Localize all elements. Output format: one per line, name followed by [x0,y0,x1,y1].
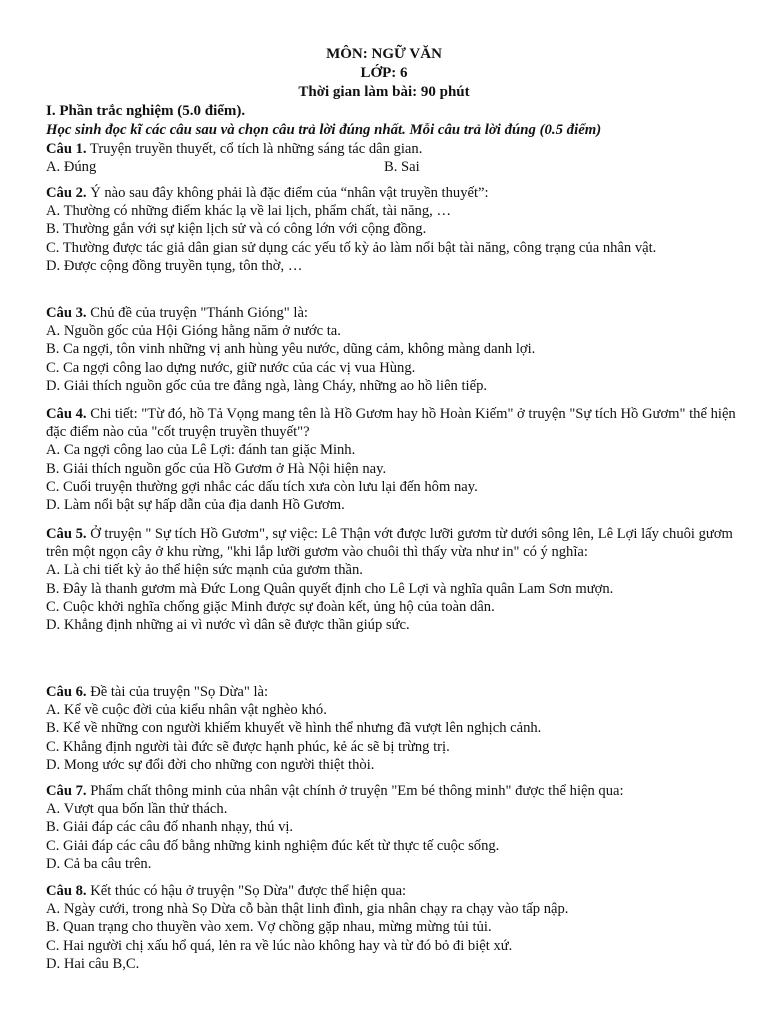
answer-option: C. Hai người chị xấu hổ quá, lẻn ra về lúc nào không hay và từ đó bỏ đi biệt xứ. [46,937,513,954]
answer-option: A. Nguồn gốc của Hội Gióng hằng năm ở nước ta. [46,323,341,340]
question-stem [46,184,746,202]
answer-option: D. Được cộng đồng truyền tụng, tôn thờ, … [46,257,303,274]
question-4 [46,405,746,514]
answer-option: C. Giải đáp các câu đố bằng những kinh nghiệm đúc kết từ thực tế cuộc sống. [46,837,500,854]
question-5 [46,525,746,634]
question-label: Câu 7. [46,783,87,799]
question-text: Truyện truyền thuyết, cổ tích là những sáng tác dân gian. [86,141,423,157]
section-title: I. Phần trắc nghiệm (5.0 điểm). [46,103,246,119]
question-label: Câu 4. [46,406,87,422]
question-label: Câu 1. [46,141,87,157]
question-label: Câu 8. [46,883,87,899]
question-8 [46,882,746,973]
answer-option: D. Hai câu B,C. [46,955,140,972]
question-stem [46,782,746,800]
answer-option: C. Khẳng định người tài đức sẽ được hạnh phúc, kẻ ác sẽ bị trừng trị. [46,738,450,755]
answer-option: D. Cả ba câu trên. [46,855,152,872]
question-stem [46,140,746,158]
question-label: Câu 5. [46,526,87,542]
question-1 [46,140,746,176]
answer-option: B. Giải thích nguồn gốc của Hồ Gươm ở Hà Nội hiện nay. [46,460,387,477]
question-stem [46,304,746,322]
question-text: Ý nào sau đây không phải là đặc điểm của “nhân vật truyền thuyết”: [86,185,489,201]
answer-option: A. Là chi tiết kỳ ảo thể hiện sức mạnh của gươm thần. [46,562,363,579]
question-stem [46,683,746,701]
question-text: Chủ đề của truyện "Thánh Gióng" là: [86,305,308,321]
question-stem [46,405,746,441]
question-text: Kết thúc có hậu ở truyện "Sọ Dừa" được thể hiện qua: [86,883,407,899]
question-2 [46,184,746,275]
question-text: Phẩm chất thông minh của nhân vật chính ở truyện "Em bé thông minh" được thể hiện qua: [86,783,624,799]
answer-option: C. Thường được tác giả dân gian sử dụng các yếu tố kỳ ảo làm nổi bật tài năng, công trạng của nhân vật. [46,239,657,256]
answer-option: B. Thường gắn với sự kiện lịch sử và có công lớn với cộng đồng. [46,221,427,238]
answer-option: D. Giải thích nguồn gốc của tre đằng ngà, làng Cháy, những ao hồ liên tiếp. [46,377,488,394]
question-label: Câu 2. [46,185,87,201]
question-text: Chi tiết: "Từ đó, hồ Tả Vọng mang tên là Hồ Gươm hay hồ Hoàn Kiếm" ở truyện "Sự tích Hồ Gươm" thể hiện đặc điểm nào của "cốt truyện truyền thuyết"? [46,406,736,441]
answer-option: C. Ca ngợi công lao dựng nước, giữ nước của các vị vua Hùng. [46,359,416,376]
answer-option: D. Làm nổi bật sự hấp dẫn của địa danh Hồ Gươm. [46,497,345,514]
answer-option: D. Mong ước sự đổi đời cho những con người thiệt thòi. [46,756,375,773]
answer-option: A. Ca ngợi công lao của Lê Lợi: đánh tan giặc Minh. [46,442,356,459]
question-stem [46,525,746,561]
answer-option: B. Quan trạng cho thuyền vào xem. Vợ chồng gặp nhau, mừng mừng tủi tủi. [46,919,492,936]
answer-option: C. Cuối truyện thường gợi nhắc các dấu tích xưa còn lưu lại đến hôm nay. [46,478,478,495]
answer-option: A. Thường có những điểm khác lạ về lai lịch, phẩm chất, tài năng, … [46,203,452,220]
answer-option: A. Đúng [46,159,97,176]
question-stem [46,882,746,900]
question-text: Ở truyện " Sự tích Hồ Gươm", sự việc: Lê Thận vớt được lưỡi gươm từ dưới sông lên, Lê Lợi lấy chuôi gươm trên một ngọn cây ở khu rừng, "khi lắp lưỡi gươm vào chuôi thì thấy vừa như in" có ý nghĩa: [46,526,733,561]
question-6 [46,683,746,774]
question-3 [46,304,746,395]
question-label: Câu 3. [46,305,87,321]
answer-option: C. Cuộc khởi nghĩa chống giặc Minh được sự đoàn kết, ủng hộ của toàn dân. [46,598,495,615]
exam-time: Thời gian làm bài: 90 phút [298,84,470,100]
question-7 [46,782,746,873]
answer-option: B. Đây là thanh gươm mà Đức Long Quân quyết định cho Lê Lợi và nghĩa quân Lam Sơn mượn. [46,580,614,597]
answer-option: B. Sai [384,159,420,176]
answer-option: B. Kể về những con người khiếm khuyết về hình thể nhưng đã vượt lên nghịch cảnh. [46,720,542,737]
answer-option: B. Giải đáp các câu đố nhanh nhạy, thú vị. [46,819,294,836]
answer-option: D. Khẳng định những ai vì nước vì dân sẽ được thần giúp sức. [46,617,410,634]
answer-option: A. Ngày cưới, trong nhà Sọ Dừa cỗ bàn thật linh đình, gia nhân chạy ra chạy vào tấp nập. [46,901,569,918]
section-instruction: Học sinh đọc kĩ các câu sau và chọn câu trả lời đúng nhất. Mỗi câu trả lời đúng (0.5 điểm) [46,122,602,138]
question-label: Câu 6. [46,684,87,700]
exam-subject: MÔN: NGỮ VĂN [326,46,442,62]
answer-option: A. Kể về cuộc đời của kiểu nhân vật nghèo khó. [46,702,327,719]
question-text: Đề tài của truyện "Sọ Dừa" là: [86,684,269,700]
answer-option: A. Vượt qua bốn lần thử thách. [46,801,228,818]
answer-option: B. Ca ngợi, tôn vinh những vị anh hùng yêu nước, dũng cảm, không màng danh lợi. [46,341,536,358]
exam-grade: LỚP: 6 [360,65,408,81]
